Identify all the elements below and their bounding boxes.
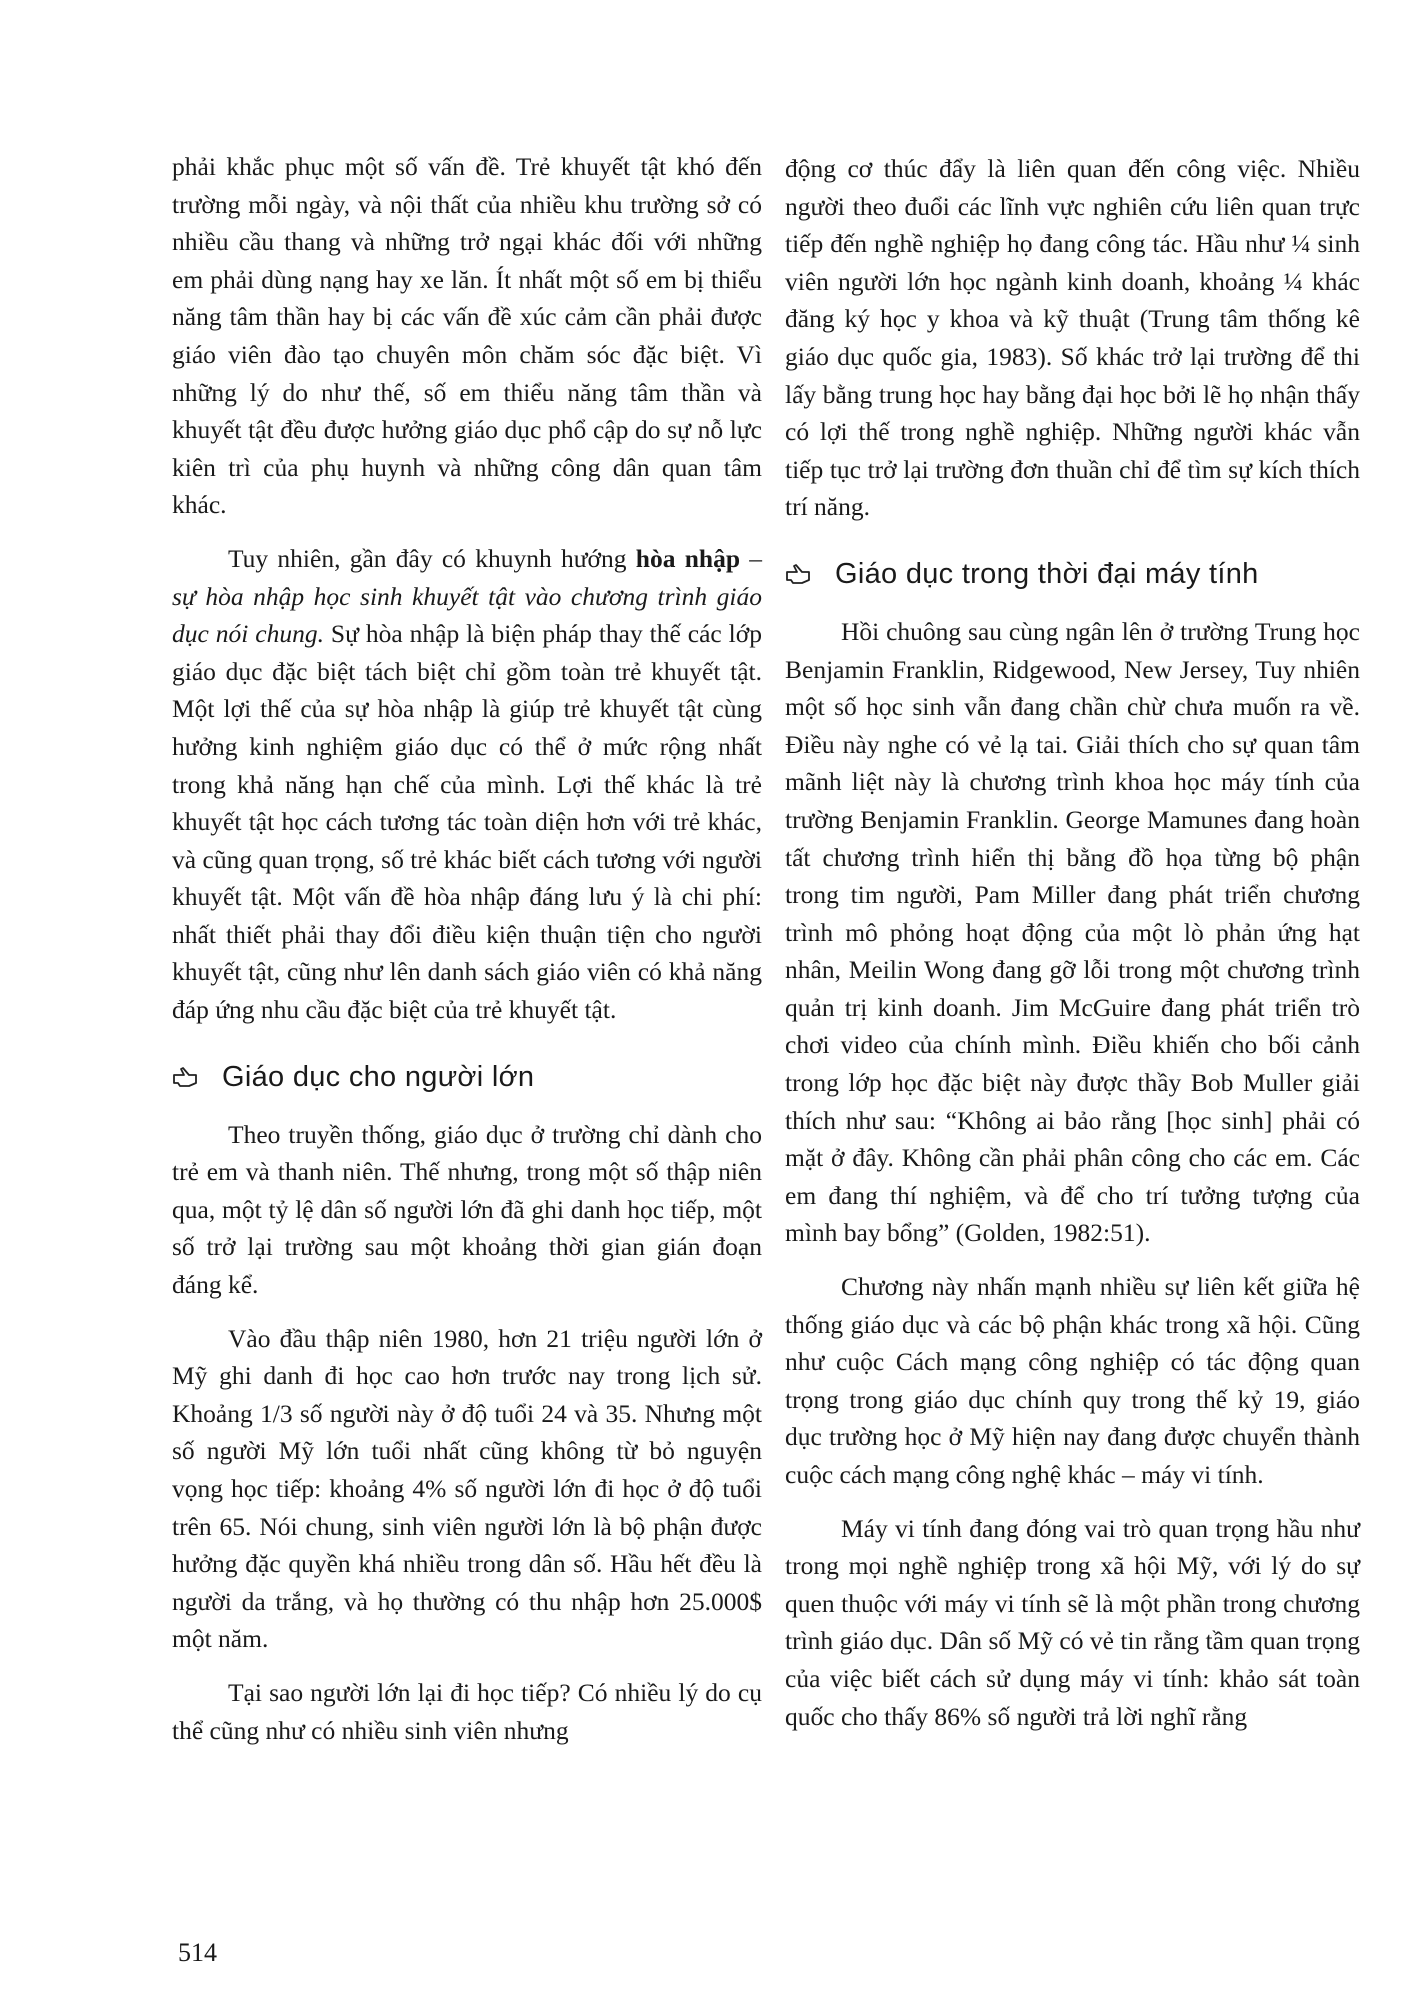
paragraph: Chương này nhấn mạnh nhiều sự liên kết giữa hệ thống giáo dục và các bộ phận khác trong xã hội. Cũng như cuộc Cách mạng công nghiệp có tác động quan trọng trong giáo dục chính quy trong thế kỷ 19, giáo dục trường học ở Mỹ hiện nay đang được chuyển thành cuộc cách mạng công nghệ khác – máy vi tính. [785, 1272, 1360, 1489]
pointing-hand-icon [785, 563, 811, 585]
section-heading [785, 558, 1360, 591]
right-column [785, 150, 1360, 1751]
section-heading-text: Giáo dục cho người lớn [222, 1060, 535, 1093]
term-definition: sự hòa nhập học sinh khuyết tật vào chương trình giáo dục nói chung. [172, 581, 762, 649]
section-heading [172, 1061, 762, 1094]
pointing-hand-icon [172, 1066, 198, 1088]
paragraph: Tại sao người lớn lại đi học tiếp? Có nhiều lý do cụ thể cũng như có nhiều sinh viên nhưng [172, 1677, 762, 1745]
paragraph: động cơ thúc đẩy là liên quan đến công việc. Nhiều người theo đuổi các lĩnh vực nghiên cứu liên quan trực tiếp đến nghề nghiệp họ đang công tác. Hầu như ¼ sinh viên người lớn học ngành kinh doanh, khoảng ¼ khác đăng ký học y khoa và kỹ thuật (Trung tâm thống kê giáo dục quốc gia, 1983). Số khác trở lại trường để thi lấy bằng trung học hay bằng đại học bởi lẽ họ nhận thấy có lợi thế trong nghề nghiệp. Những người khác vẫn tiếp tục trở lại trường đơn thuần chỉ để tìm sự kích thích trí năng. [785, 154, 1360, 522]
term-inclusion: hòa nhập [635, 543, 740, 573]
paragraph: Vào đầu thập niên 1980, hơn 21 triệu người lớn ở Mỹ ghi danh đi học cao hơn trước nay trong lịch sử. Khoảng 1/3 số người này ở độ tuổi 24 và 35. Nhưng một số người Mỹ lớn tuổi nhất cũng không từ bỏ nguyện vọng học tiếp: khoảng 4% số người lớn đi học ở độ tuổi trên 65. Nói chung, sinh viên người lớn là bộ phận được hưởng đặc quyền khá nhiều trong dân số. Hầu hết đều là người da trắng, và họ thường có thu nhập hơn 25.000$ một năm. [172, 1323, 762, 1654]
page-number: 514 [178, 1938, 217, 1967]
section-heading-text: Giáo dục trong thời đại máy tính [835, 557, 1259, 590]
left-column [172, 148, 762, 1765]
paragraph-inclusion: Tuy nhiên, gần đây có khuynh hướng hòa nhập – sự hòa nhập học sinh khuyết tật vào chương trình giáo dục nói chung. Sự hòa nhập là biện pháp thay thế các lớp giáo dục đặc biệt tách biệt chỉ gồm toàn trẻ khuyết tật. Một lợi thế của sự hòa nhập là giúp trẻ khuyết tật cùng hưởng kinh nghiệm giáo dục có thể ở mức rộng nhất trong khả năng hạn chế của mình. Lợi thế khác là trẻ khuyết tật học cách tương tác toàn diện hơn với trẻ khác, và cũng quan trọng, số trẻ khác biết cách tương với người khuyết tật. Một vấn đề hòa nhập đáng lưu ý là chi phí: nhất thiết phải thay đổi điều kiện thuận tiện cho người khuyết tật, cũng như lên danh sách giáo viên có khả năng đáp ứng nhu cầu đặc biệt của trẻ khuyết tật. [172, 543, 763, 1025]
paragraph: Hồi chuông sau cùng ngân lên ở trường Trung học Benjamin Franklin, Ridgewood, New Jersey, Tuy nhiên một số học sinh vẫn đang chần chừ chưa muốn ra về. Điều này nghe có vẻ lạ tai. Giải thích cho sự quan tâm mãnh liệt này là chương trình khoa học máy tính của trường Benjamin Franklin. George Mamunes đang hoàn tất chương trình hiển thị bằng đồ họa từng bộ phận trong tim người, Pam Miller đang phát triển chương trình mô phỏng hoạt động của một lò phản ứng hạt nhân, Meilin Wong đang gỡ lỗi trong một chương trình quản trị kinh doanh. Jim McGuire đang phát triển trò chơi video của chính mình. Điều khiến cho bối cảnh trong lớp học đặc biệt này được thầy Bob Muller giải thích như sau: “Không ai bảo rằng [học sinh] phải có mặt ở đây. Không cần phải phân công cho các em. Các em đang thí nghiệm, và để cho trí tưởng tượng của mình bay bổng” (Golden, 1982:51). [785, 616, 1360, 1248]
paragraph: phải khắc phục một số vấn đề. Trẻ khuyết tật khó đến trường mỗi ngày, và nội thất của nhiều khu trường sở có nhiều cầu thang và những trở ngại khác đối với những em phải dùng nạng hay xe lăn. Ít nhất một số em bị thiểu năng tâm thần hay bị các vấn đề xúc cảm cần phải được giáo viên đào tạo chuyên môn chăm sóc đặc biệt. Vì những lý do như thế, số em thiểu năng tâm thần và khuyết tật đều được hưởng giáo dục phổ cập do sự nỗ lực kiên trì của phụ huynh và những công dân quan tâm khác. [172, 152, 762, 520]
paragraph: Theo truyền thống, giáo dục ở trường chỉ dành cho trẻ em và thanh niên. Thế nhưng, trong một số thập niên qua, một tỷ lệ dân số người lớn đã ghi danh học tiếp, một số trở lại trường sau một khoảng thời gian gián đoạn đáng kể. [172, 1119, 762, 1300]
paragraph: Máy vi tính đang đóng vai trò quan trọng hầu như trong mọi nghề nghiệp trong xã hội Mỹ, với lý do sự quen thuộc với máy vi tính sẽ là một phần trong chương trình giáo dục. Dân số Mỹ có vẻ tin rằng tầm quan trọng của việc biết cách sử dụng máy vi tính: khảo sát toàn quốc cho thấy 86% số người trả lời nghĩ rằng [785, 1513, 1360, 1731]
